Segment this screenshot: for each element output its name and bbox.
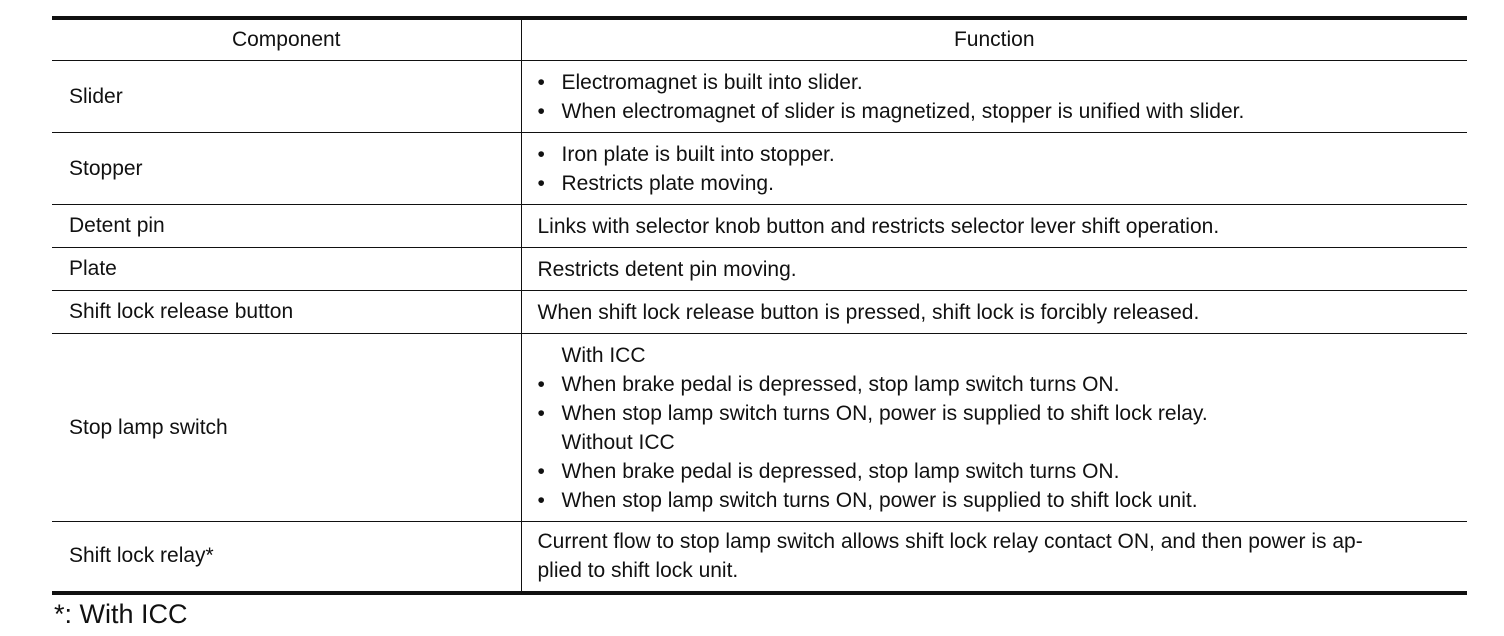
bullet-line — [538, 486, 1458, 515]
bullet-line — [538, 457, 1458, 486]
bullet-line — [538, 68, 1458, 97]
table-row — [52, 61, 1467, 133]
table — [52, 16, 1467, 595]
subheading-line — [538, 428, 1458, 457]
subheading-line — [538, 341, 1458, 370]
bullet: • — [537, 488, 545, 512]
component-cell: Stopper — [52, 133, 521, 205]
bullet-line — [538, 97, 1458, 126]
function-text: When shift lock release button is pressed, shift lock is forcibly released. — [537, 300, 1200, 324]
bullet: • — [537, 171, 545, 195]
bullet: • — [537, 459, 545, 483]
bullet-line — [538, 370, 1458, 399]
component-cell: Shift lock release button — [52, 291, 521, 334]
function-text: When stop lamp switch turns ON, power is supplied to shift lock relay. — [561, 401, 1208, 425]
wrapped-line: plied to shift lock unit. — [537, 559, 739, 583]
footnote: *: With ICC — [54, 599, 188, 629]
bullet: • — [537, 70, 545, 94]
function-text: Links with selector knob button and restricts selector lever shift operation. — [537, 214, 1220, 238]
header-component: Component — [52, 18, 521, 61]
bullet-line — [538, 140, 1458, 169]
function-cell — [521, 61, 1467, 133]
bullet-line — [538, 399, 1458, 428]
function-cell — [521, 248, 1467, 291]
function-cell — [521, 334, 1467, 522]
function-text: Restricts detent pin moving. — [537, 257, 797, 281]
wrapped-line: Current flow to stop lamp switch allows shift lock relay contact ON, and then power is ap- — [537, 530, 1363, 554]
component-cell: Stop lamp switch — [52, 334, 521, 522]
component-cell: Shift lock relay* — [52, 522, 521, 593]
header-row — [52, 18, 1467, 61]
function-text: Electromagnet is built into slider. — [561, 70, 863, 94]
function-cell — [521, 291, 1467, 334]
bullet-line — [538, 169, 1458, 198]
function-text: When brake pedal is depressed, stop lamp switch turns ON. — [561, 372, 1120, 396]
function-subheading: Without ICC — [561, 430, 675, 454]
component-cell: Detent pin — [52, 205, 521, 248]
table-row — [52, 205, 1467, 248]
function-text: Iron plate is built into stopper. — [561, 142, 835, 166]
header-function: Function — [521, 18, 1467, 61]
bullet: • — [537, 401, 545, 425]
bullet: • — [537, 142, 545, 166]
component-cell: Plate — [52, 248, 521, 291]
table-row — [52, 522, 1467, 593]
table-row — [52, 291, 1467, 334]
function-cell — [521, 522, 1467, 593]
function-cell — [521, 205, 1467, 248]
function-text: Restricts plate moving. — [561, 171, 774, 195]
component-function-table — [52, 16, 1467, 595]
bullet: • — [537, 372, 545, 396]
bullet: • — [537, 99, 545, 123]
table-row — [52, 133, 1467, 205]
function-subheading: With ICC — [561, 343, 646, 367]
table-row — [52, 248, 1467, 291]
function-cell — [521, 133, 1467, 205]
function-text: When stop lamp switch turns ON, power is supplied to shift lock unit. — [561, 488, 1198, 512]
component-cell: Slider — [52, 61, 521, 133]
table-row — [52, 334, 1467, 522]
function-text: When electromagnet of slider is magnetized, stopper is unified with slider. — [561, 99, 1245, 123]
function-text: When brake pedal is depressed, stop lamp switch turns ON. — [561, 459, 1120, 483]
